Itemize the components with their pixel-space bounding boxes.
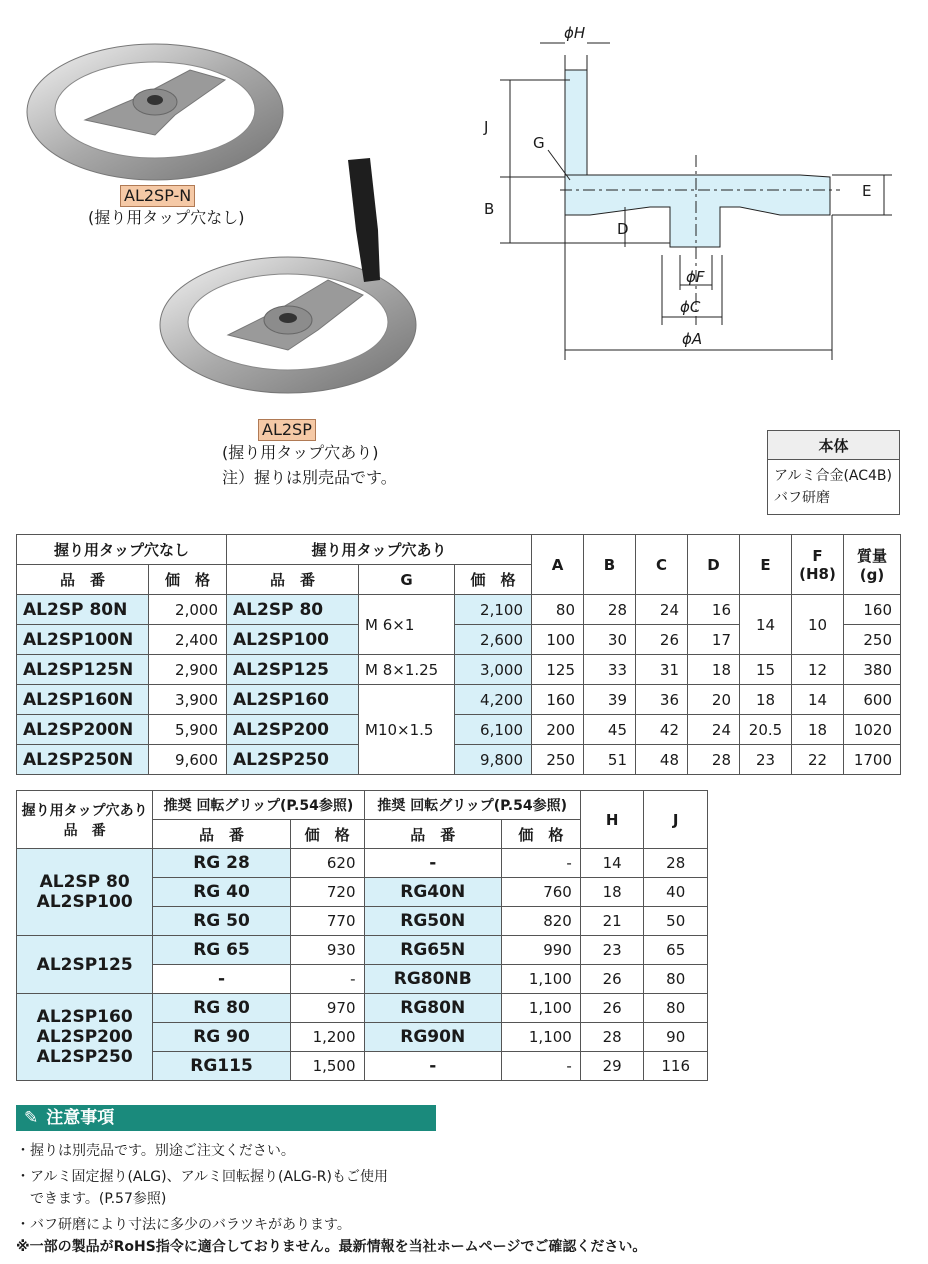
dim-a: 125	[532, 655, 584, 685]
grip-pn-2: RG65N	[364, 936, 501, 965]
header-grip-price-2: 価 格	[501, 820, 580, 849]
header-grip-pn-1: 品 番	[153, 820, 290, 849]
weight: 160	[844, 595, 901, 625]
group-part: AL2SP250	[36, 1047, 133, 1067]
part-tap: AL2SP250	[227, 745, 359, 775]
dim-f: 22	[792, 745, 844, 775]
part-no-tap: AL2SP250N	[17, 745, 149, 775]
dim-j: 80	[644, 965, 708, 994]
product-code-n: AL2SP-N	[120, 185, 195, 207]
dim-e: 23	[740, 745, 792, 775]
grip-pn-2: RG90N	[364, 1023, 501, 1052]
material-table	[767, 430, 900, 515]
dim-c: 26	[636, 625, 688, 655]
table-row	[17, 745, 901, 775]
grip-pn-1: -	[153, 965, 290, 994]
part-no-tap: AL2SP 80N	[17, 595, 149, 625]
dim-a: 200	[532, 715, 584, 745]
material-line-2: バフ研磨	[774, 490, 830, 506]
grip-price-2: 1,100	[501, 1023, 580, 1052]
dim-j: 90	[644, 1023, 708, 1052]
price-tap: 2,100	[455, 595, 532, 625]
dim-h: 18	[580, 878, 644, 907]
grip-price-1: 970	[290, 994, 364, 1023]
weight: 1700	[844, 745, 901, 775]
weight: 600	[844, 685, 901, 715]
dim-label-h: ϕH	[564, 24, 586, 42]
group-part: AL2SP 80	[39, 872, 130, 892]
material-line-1: アルミ合金(AC4B)	[774, 468, 892, 484]
part-tap: AL2SP 80	[227, 595, 359, 625]
dim-label-g: G	[533, 134, 545, 152]
price-no-tap: 2,000	[149, 595, 227, 625]
thread-g: M10×1.5	[359, 685, 455, 775]
price-no-tap: 2,400	[149, 625, 227, 655]
grip-price-1: 720	[290, 878, 364, 907]
group-part: AL2SP160	[36, 1007, 133, 1027]
dim-b: 28	[584, 595, 636, 625]
dim-h: 29	[580, 1052, 644, 1081]
dim-f: 12	[792, 655, 844, 685]
dim-j: 80	[644, 994, 708, 1023]
grip-group-2: AL2SP125	[17, 936, 153, 994]
dim-b: 30	[584, 625, 636, 655]
dim-h: 23	[580, 936, 644, 965]
dim-label-a: ϕA	[682, 330, 703, 348]
dim-b: 33	[584, 655, 636, 685]
dim-label-b: B	[484, 200, 495, 218]
product-code-p: AL2SP	[258, 419, 316, 441]
price-tap: 3,000	[455, 655, 532, 685]
dim-label-f: ϕF	[686, 268, 705, 286]
header-grip-2: 推奨 回転グリップ(P.54参照)	[364, 791, 580, 820]
header-tap: 握り用タップ穴あり	[227, 535, 532, 565]
dim-f: 18	[792, 715, 844, 745]
grip-pn-1: RG 40	[153, 878, 290, 907]
dim-b: 39	[584, 685, 636, 715]
part-tap: AL2SP100	[227, 625, 359, 655]
dim-d: 24	[688, 715, 740, 745]
note-item: ※一部の製品がRoHS指令に適合しておりません。最新情報を当社ホームページでご確認ください。	[16, 1239, 647, 1255]
table-row	[17, 936, 708, 965]
grip-pn-1: RG115	[153, 1052, 290, 1081]
header-grip-part-1: 握り用タップ穴あり	[21, 802, 148, 819]
grip-pn-1: RG 65	[153, 936, 290, 965]
note-item: できます。(P.57参照)	[16, 1191, 167, 1207]
dim-a: 160	[532, 685, 584, 715]
header-grip-pn-2: 品 番	[364, 820, 501, 849]
grip-price-2: 1,100	[501, 965, 580, 994]
part-no-tap: AL2SP100N	[17, 625, 149, 655]
dim-b: 51	[584, 745, 636, 775]
dim-e: 18	[740, 685, 792, 715]
dim-label-d: D	[617, 220, 629, 238]
thread-g: M 8×1.25	[359, 655, 455, 685]
grip-price-2: -	[501, 849, 580, 878]
grip-group-3	[17, 994, 153, 1081]
grip-price-1: 770	[290, 907, 364, 936]
grip-pn-2: -	[364, 849, 501, 878]
grip-pn-1: RG 80	[153, 994, 290, 1023]
dim-h: 26	[580, 965, 644, 994]
dim-a: 80	[532, 595, 584, 625]
header-grip-price-1: 価 格	[290, 820, 364, 849]
dim-label-c: ϕC	[680, 298, 701, 316]
note-item: ・アルミ固定握り(ALG)、アルミ回転握り(ALG-R)もご使用	[16, 1169, 388, 1185]
header-weight-2: (g)	[859, 566, 885, 584]
header-h: H	[580, 791, 644, 849]
grip-pn-1: RG 28	[153, 849, 290, 878]
header-j: J	[644, 791, 708, 849]
price-tap: 4,200	[455, 685, 532, 715]
header-part-tap: 品 番	[227, 565, 359, 595]
note-item: ・握りは別売品です。別途ご注文ください。	[16, 1143, 295, 1159]
header-f-2: (H8)	[799, 564, 836, 583]
grip-pn-2: RG50N	[364, 907, 501, 936]
dim-j: 116	[644, 1052, 708, 1081]
header-grip-part	[17, 791, 153, 849]
grip-pn-1: RG 50	[153, 907, 290, 936]
header-c: C	[636, 535, 688, 595]
notes-list	[16, 1140, 896, 1258]
price-tap: 9,800	[455, 745, 532, 775]
pencil-icon: ✎	[24, 1108, 39, 1128]
price-tap: 2,600	[455, 625, 532, 655]
header-grip-part-2: 品 番	[63, 822, 106, 839]
dim-label-j: J	[484, 118, 489, 136]
dim-j: 28	[644, 849, 708, 878]
part-tap: AL2SP160	[227, 685, 359, 715]
dim-j: 40	[644, 878, 708, 907]
part-no-tap: AL2SP200N	[17, 715, 149, 745]
grip-pn-2: RG80NB	[364, 965, 501, 994]
dim-j: 50	[644, 907, 708, 936]
dim-e: 14	[740, 595, 792, 655]
header-g: G	[359, 565, 455, 595]
price-no-tap: 5,900	[149, 715, 227, 745]
material-header: 本体	[768, 431, 900, 460]
dim-d: 28	[688, 745, 740, 775]
grip-table	[16, 790, 708, 1081]
product-desc-p: (握り用タップ穴あり)	[222, 443, 379, 462]
dim-j: 65	[644, 936, 708, 965]
dim-d: 16	[688, 595, 740, 625]
header-part-no-tap: 品 番	[17, 565, 149, 595]
grip-pn-2: -	[364, 1052, 501, 1081]
dim-d: 20	[688, 685, 740, 715]
grip-price-1: 1,500	[290, 1052, 364, 1081]
header-a: A	[532, 535, 584, 595]
grip-pn-2: RG80N	[364, 994, 501, 1023]
grip-price-2: -	[501, 1052, 580, 1081]
table-row	[17, 655, 901, 685]
dim-h: 14	[580, 849, 644, 878]
grip-price-1: -	[290, 965, 364, 994]
dim-e: 15	[740, 655, 792, 685]
header-price-no-tap: 価 格	[149, 565, 227, 595]
weight: 1020	[844, 715, 901, 745]
dim-a: 100	[532, 625, 584, 655]
price-no-tap: 9,600	[149, 745, 227, 775]
header-weight	[844, 535, 901, 595]
thread-g: M 6×1	[359, 595, 455, 655]
dim-h: 28	[580, 1023, 644, 1052]
table-row	[17, 994, 708, 1023]
header-price-tap: 価 格	[455, 565, 532, 595]
grip-price-1: 1,200	[290, 1023, 364, 1052]
weight: 250	[844, 625, 901, 655]
grip-pn-1: RG 90	[153, 1023, 290, 1052]
header-grip-1: 推奨 回転グリップ(P.54参照)	[153, 791, 364, 820]
notes-header	[16, 1105, 436, 1131]
spec-table	[16, 534, 901, 775]
part-no-tap: AL2SP160N	[17, 685, 149, 715]
table-row	[17, 715, 901, 745]
header-e: E	[740, 535, 792, 595]
part-tap: AL2SP125	[227, 655, 359, 685]
grip-price-2: 1,100	[501, 994, 580, 1023]
grip-price-2: 820	[501, 907, 580, 936]
grip-pn-2: RG40N	[364, 878, 501, 907]
dim-e: 20.5	[740, 715, 792, 745]
grip-price-2: 760	[501, 878, 580, 907]
group-part: AL2SP100	[36, 892, 133, 912]
product-desc-n: (握り用タップ穴なし)	[88, 208, 245, 227]
dim-d: 17	[688, 625, 740, 655]
note-item: ・バフ研磨により寸法に多少のバラツキがあります。	[16, 1217, 351, 1233]
dim-c: 42	[636, 715, 688, 745]
header-no-tap: 握り用タップ穴なし	[17, 535, 227, 565]
grip-group-1	[17, 849, 153, 936]
dim-f: 14	[792, 685, 844, 715]
dim-d: 18	[688, 655, 740, 685]
handwheel-photo-with-grip	[158, 150, 423, 395]
product-note-p: 注）握りは別売品です。	[222, 468, 397, 487]
header-f	[792, 535, 844, 595]
price-tap: 6,100	[455, 715, 532, 745]
grip-price-1: 620	[290, 849, 364, 878]
header-b: B	[584, 535, 636, 595]
table-row	[17, 685, 901, 715]
grip-price-2: 990	[501, 936, 580, 965]
weight: 380	[844, 655, 901, 685]
material-desc	[768, 460, 900, 515]
table-row	[17, 849, 708, 878]
dim-a: 250	[532, 745, 584, 775]
dim-b: 45	[584, 715, 636, 745]
part-no-tap: AL2SP125N	[17, 655, 149, 685]
dim-h: 26	[580, 994, 644, 1023]
dim-c: 36	[636, 685, 688, 715]
price-no-tap: 2,900	[149, 655, 227, 685]
dim-c: 31	[636, 655, 688, 685]
header-weight-1: 質量	[856, 547, 887, 565]
header-d: D	[688, 535, 740, 595]
table-row	[17, 595, 901, 625]
notes-title: 注意事項	[46, 1108, 115, 1128]
dim-f: 10	[792, 595, 844, 655]
header-f-1: F	[812, 546, 823, 565]
dim-c: 24	[636, 595, 688, 625]
dim-label-e: E	[862, 182, 872, 200]
group-part: AL2SP200	[36, 1027, 133, 1047]
grip-price-1: 930	[290, 936, 364, 965]
part-tap: AL2SP200	[227, 715, 359, 745]
dim-c: 48	[636, 745, 688, 775]
dim-h: 21	[580, 907, 644, 936]
price-no-tap: 3,900	[149, 685, 227, 715]
